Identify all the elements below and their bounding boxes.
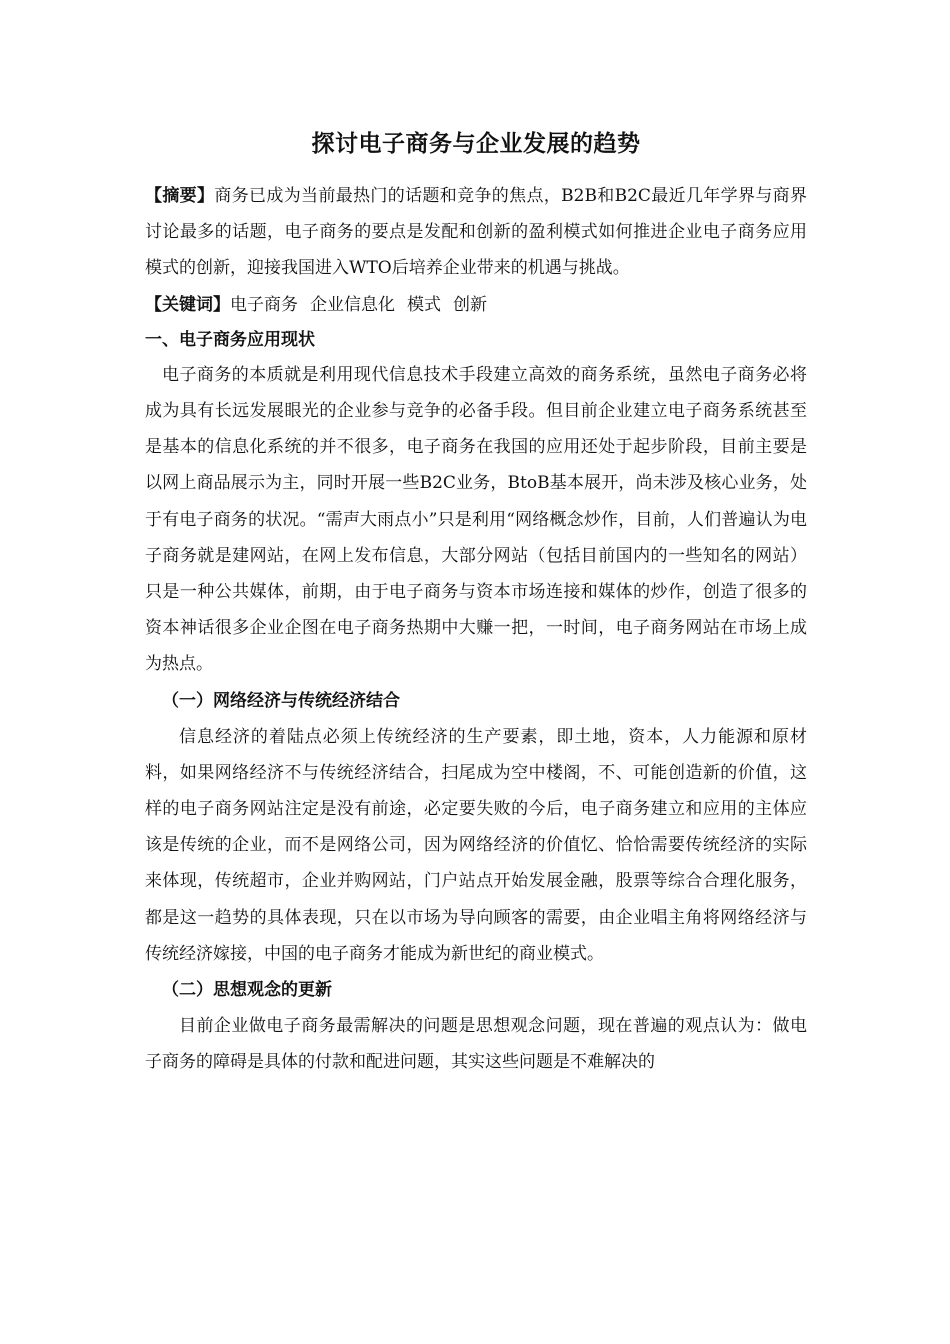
abstract-text: 商务已成为当前最热门的话题和竞争的焦点，B2B和B2C最近几年学界与商界讨论最多的话题，电子商务的要点是发配和创新的盈利模式如何推进企业电子商务应用模式的创新，迎接我国进入WTO后培养企业带来的机遇与挑战。 xyxy=(145,186,807,279)
document-page xyxy=(145,128,807,1080)
keywords-line xyxy=(145,287,807,323)
abstract-paragraph xyxy=(145,178,807,287)
subsection-paragraph: 目前企业做电子商务最需解决的问题是思想观念问题，现在普遍的观点认为：做电子商务的障碍是具体的付款和配进问题，其实这些问题是不难解决的 xyxy=(145,1016,807,1073)
keywords-label: 【关键词】 xyxy=(145,294,230,315)
subsection-heading: （一）网络经济与传统经济结合 xyxy=(162,690,400,711)
section-heading: 一、电子商务应用现状 xyxy=(145,329,315,350)
keyword: 模式 xyxy=(407,294,441,315)
section-paragraph: 电子商务的本质就是利用现代信息技术手段建立高效的商务系统，虽然电子商务必将成为具有长远发展眼光的企业参与竞争的必备手段。但目前企业建立电子商务系统甚至是基本的信息化系统的并不很多，电子商务在我国的应用还处于起步阶段，目前主要是以网上商品展示为主，同时开展一些B2C业务，BtoB基本展开，尚未涉及核心业务，处于有电子商务的状况。“需声大雨点小”只是利用“网络概念炒作，目前，人们普遍认为电子商务就是建网站，在网上发布信息，大部分网站（包括目前国内的一些知名的网站）只是一种公共媒体，前期，由于电子商务与资本市场连接和媒体的炒作，创造了很多的资本神话很多企业企图在电子商务热期中大赚一把，一时间，电子商务网站在市场上成为热点。 xyxy=(145,364,807,675)
abstract-label: 【摘要】 xyxy=(145,186,215,206)
keyword: 创新 xyxy=(453,294,487,315)
keyword: 企业信息化 xyxy=(310,294,395,315)
keyword: 电子商务 xyxy=(230,294,298,315)
subsection-heading: （二）思想观念的更新 xyxy=(162,980,332,1001)
document-title: 探讨电子商务与企业发展的趋势 xyxy=(311,130,641,157)
subsection-paragraph: 信息经济的着陆点必须上传统经济的生产要素，即土地，资本，人力能源和原材料，如果网络经济不与传统经济结合，扫尾成为空中楼阁，不、可能创造新的价值，这样的电子商务网站注定是没有前途，必定要失败的今后，电子商务建立和应用的主体应该是传统的企业，而不是网络公司，因为网络经济的价值忆、恰恰需要传统经济的实际来体现，传统超市，企业并购网站，门户站点开始发展金融，股票等综合合理化服务，都是这一趋势的具体表现，只在以市场为导向顾客的需要，由企业唱主角将网络经济与传统经济嫁接，中国的电子商务才能成为新世纪的商业模式。 xyxy=(145,726,807,964)
